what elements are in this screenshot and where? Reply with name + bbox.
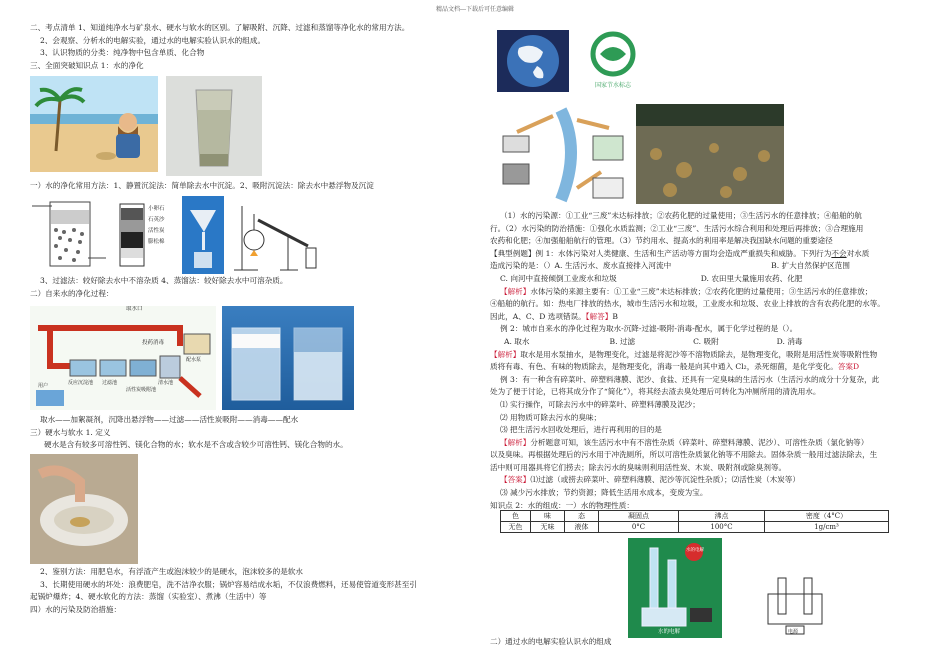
text-line: ④船舶的航行。如：热电厂排放的热水，城市生活污水和垃圾，工业废水和垃圾、农业上排放的含有农药化肥的水等。 — [490, 299, 885, 309]
properties-table-wrap — [490, 510, 930, 536]
text-line: 以及臭味。再根据处理后的污水用于冲洗厕所，所以可溶性杂质氯化钠等不用除去。固体杂质一般用过滤法除去，生 — [490, 450, 878, 460]
soap-water-beakers-photo — [222, 306, 354, 410]
text-line: 质将有毒、有色、有味的物质除去，是物理变化，消毒一般是向其中通入 Cl₂，杀死细菌，是化学变化。答案D — [490, 362, 860, 372]
option-line: A. 取水 B. 过滤 C. 吸附 D. 消毒 — [504, 336, 803, 346]
water-treatment-plant-diagram — [30, 306, 216, 410]
text-line: 活中则可用器具将它们捞去；除去污水的臭味则利用活性炭、木炭、吸附剂或除臭剂等。 — [490, 462, 787, 472]
text-line: ⑶ 减少污水排放；节约资源；降低生活用水成本，变废为宝。 — [500, 488, 708, 498]
text-line: 硬水是含有较多可溶性钙、镁化合物的水；软水是不含或含较少可溶性钙、镁化合物的水。 — [44, 440, 348, 450]
table-cell: 无色 — [501, 522, 531, 533]
left-column-3 — [30, 275, 470, 300]
electrolysis-caption: 水的电解 — [658, 629, 681, 635]
muddy-water-glass-photo — [166, 76, 262, 176]
text-line: 【典型例题】例 1：水体污染对人类健康、生活和生产活动等方面均会造成严重损失和威胁。下列行为不会对水质 — [490, 248, 870, 258]
funnel-filtration-photo — [182, 196, 224, 274]
left-column-2 — [30, 180, 470, 193]
table-row — [501, 522, 889, 533]
section-heading: 三）硬水与软水 1. 定义 — [30, 427, 111, 437]
table-cell: 态 — [565, 511, 599, 522]
left-column — [30, 22, 470, 72]
table-cell: 100°C — [679, 522, 765, 533]
electrolysis-apparatus-photo — [628, 538, 722, 638]
table-cell: 0°C — [599, 522, 679, 533]
option-line: C. 向河中直接倾倒工业废水和垃圾 D. 农田里大量施用农药、化肥 — [500, 273, 803, 283]
plant-label: 取水口 — [126, 306, 143, 312]
filter-apparatus-diagram — [30, 196, 110, 274]
table-cell: 无味 — [531, 522, 565, 533]
text-line: 一）水的净化常用方法：1、静置沉淀法：简单除去水中沉淀。2、吸附沉淀法：除去水中悬浮物及沉淀 — [30, 181, 374, 190]
text-line: 例 2：城市自来水的净化过程为取水-沉降-过滤-吸附-消毒-配水，属于化学过程的是（）。 — [500, 324, 798, 334]
plant-label: 过滤池 — [102, 380, 118, 386]
desert-island-illustration — [30, 76, 158, 172]
text-line: 起锅炉爆炸；4、硬水软化的方法：蒸馏（实验室）、煮沸（生活中）等 — [30, 592, 267, 602]
battery-label: 电源 — [788, 629, 799, 635]
right-column-footer — [490, 636, 930, 649]
text-line: 【解析】水体污染的来源主要有：①工业“三废”未达标排放；②农药化肥的过量使用；③生活污水的任意排放； — [500, 286, 873, 296]
table-cell: 液体 — [565, 522, 599, 533]
text-line: 例 3：有一种含有碎菜叶、碎塑料薄膜、泥沙、食盐、还具有一定臭味的生活污水（生活污水的成分十分复杂，此 — [500, 374, 880, 384]
text-line: 3、长期使用硬水的坏处：浪费肥皂，洗不洁净衣服；锅炉容易结成水垢，不仅浪费燃料，还易使管道变形甚至引 — [40, 579, 417, 589]
text-line: ⑴ 实行操作，可除去污水中的碎菜叶、碎塑料薄膜及泥沙； — [500, 399, 700, 409]
right-column — [490, 210, 930, 512]
electrolysis-badge: 水的电解 — [686, 548, 704, 553]
plant-label: 配水泵 — [186, 357, 202, 363]
text-line: 因此，A、C、D 选项错误。【解答】B — [490, 311, 618, 321]
text-line: 农药和化肥；④加强船舶航行的管理。（3）节约用水、提高水的利用率是解决我国缺水问题的重要途径 — [490, 236, 833, 246]
text-line: 2、鉴别方法：用肥皂水，有浮渣产生或泡沫较少的是硬水，泡沫较多的是软水 — [40, 567, 304, 576]
option-line: 造成污染的是：（）A. 生活污水、废水直接排入河流中 B. 扩大自然保护区范围 — [490, 261, 850, 271]
polluted-river-photo — [636, 104, 784, 204]
text-line: ⑶ 把生活污水回收处理后，进行再利用的目的是 — [500, 425, 662, 435]
filter-label: 膨松棉 — [148, 239, 165, 245]
filter-label: 活性炭 — [148, 228, 165, 234]
plant-label: 用户 — [38, 383, 49, 389]
text-line: 3、过滤法：较好除去水中不溶杂质 4、蒸馏法：较好除去水中可溶杂质。 — [40, 276, 288, 285]
layered-filter-diagram — [112, 196, 180, 274]
filter-label: 小卵石 — [148, 206, 165, 212]
sink-scale-photo — [30, 454, 138, 564]
table-cell: 沸点 — [679, 511, 765, 522]
text-line: 【解析】取水是用水泵抽水，是物理变化，过滤是将泥沙等不溶物质除去，是物理变化，吸附是用活性炭等吸附性物 — [490, 349, 878, 359]
plant-label: 清水池 — [158, 380, 174, 386]
logo-caption: 国家节水标志 — [594, 82, 631, 89]
section-heading: 三、全面突破知识点 1：水的净化 — [30, 60, 144, 70]
text-line: 【答案】⑴过滤（或捞去碎菜叶、碎塑料薄膜、泥沙等沉淀性杂质）；⑵活性炭（木炭等） — [500, 475, 800, 485]
filter-label: 石英沙 — [148, 217, 165, 223]
text-line: 二、考点清单 1、知道纯净水与矿泉水、硬水与软水的区别。了解吸附、沉降、过滤和蒸馏等净化水的常用方法。 — [30, 23, 410, 32]
section-heading: 知识点 2：水的组成：一）水的物理性质： — [490, 500, 634, 510]
table-cell: 味 — [531, 511, 565, 522]
section-heading: 二）自来水的净化过程： — [30, 288, 114, 298]
distillation-apparatus-diagram — [228, 196, 324, 274]
earth-photo — [497, 30, 569, 92]
table-cell: 色 — [501, 511, 531, 522]
table-cell: 1g/cm³ — [765, 522, 889, 533]
text-line: 2、会观察、分析水的电解实验，通过水的电解实验认识水的组成。 — [40, 35, 266, 45]
section-heading: 二）通过水的电解实验认识水的组成 — [490, 637, 612, 646]
table-cell: 密度（4°C） — [765, 511, 889, 522]
page-header: 精品文档---下载后可任意编辑 — [435, 6, 515, 13]
text-line: （1）水的污染源：①工业“三废”未达标排放；②农药化肥的过量使用；③生活污水的任意排放；④船舶的航 — [500, 211, 862, 220]
text-line: ⑵ 用物质可除去污水的臭味； — [500, 412, 602, 422]
text-line: 取水——加絮凝剂，沉降出悬浮物——过滤——活性炭吸附——消毒——配水 — [40, 415, 299, 424]
pollution-cycle-diagram — [497, 102, 631, 204]
text-line: 处为了便于讨论，已将其成分作了“简化”），将其经去渣去臭处理后可转化为冲厕所用的清洗用水。 — [490, 387, 821, 397]
left-column-4 — [30, 414, 470, 452]
text-line: 【解析】分析题意可知，该生活污水中有不溶性杂质（碎菜叶、碎塑料薄膜、泥沙）、可溶性杂质（氯化钠等） — [500, 437, 869, 447]
water-saving-logo — [580, 30, 646, 92]
electrolysis-schematic — [760, 574, 830, 638]
section-heading: 四）水的污染及防治措施： — [30, 604, 122, 614]
plant-label: 活性炭吸附池 — [126, 387, 157, 393]
water-properties-table — [500, 510, 889, 533]
plant-label: 反应沉淀池 — [68, 380, 94, 386]
table-header-row — [501, 511, 889, 522]
plant-label: 投药消毒 — [142, 340, 165, 346]
left-column-5 — [30, 566, 470, 616]
text-line: 行。（2）水污染的防治措施：①强化水质监测；②工业“三废”、生活污水综合利用和处理后再排放；③合理施用 — [490, 223, 864, 233]
text-line: 3、认识物质的分类：纯净物中包含单质、化合物 — [40, 48, 205, 58]
table-cell: 凝固点 — [599, 511, 679, 522]
